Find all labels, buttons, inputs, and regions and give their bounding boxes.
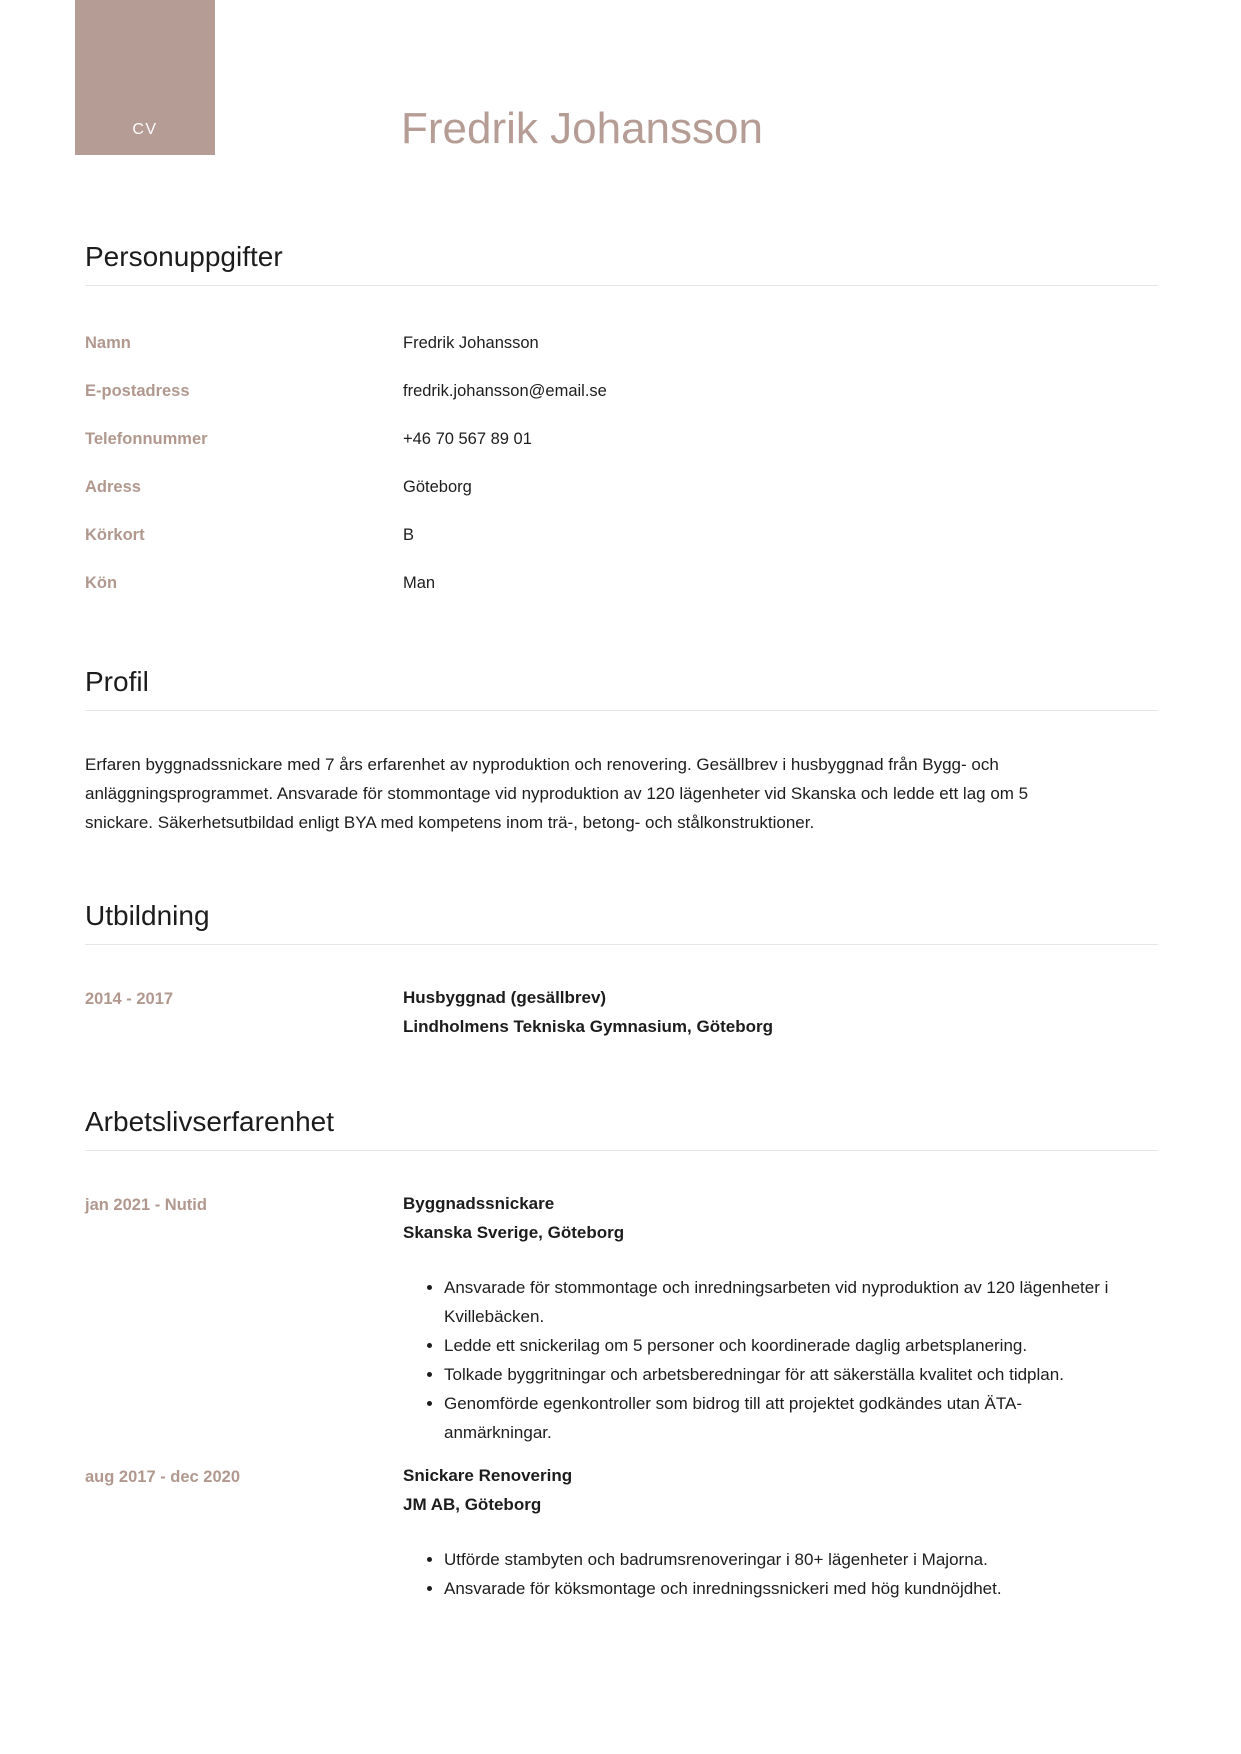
experience-entry-1: [85, 1189, 1158, 1447]
section-divider: [85, 1150, 1158, 1151]
field-value: Göteborg: [403, 478, 472, 496]
personal-rows: [85, 332, 1158, 594]
cv-badge: [75, 0, 215, 155]
field-label: E-postadress: [85, 382, 190, 400]
education-entry: [85, 983, 1158, 1041]
field-label: Adress: [85, 478, 141, 496]
personal-row-gender: [85, 572, 1158, 594]
experience-bullet: • Tolkade byggritningar och arbetsberedningar för att säkerställa kvalitet och tidplan.: [444, 1360, 1123, 1389]
section-title-education: Utbildning: [85, 900, 210, 931]
experience-details: [403, 1189, 1123, 1447]
section-profile: [85, 665, 1158, 837]
education-school: Lindholmens Tekniska Gymnasium, Göteborg: [403, 1017, 773, 1036]
experience-details: [403, 1461, 1002, 1603]
field-value: +46 70 567 89 01: [403, 430, 532, 448]
experience-bullet: • Ansvarade för stommontage och inredningsarbeten vid nyproduktion av 120 lägenheter i Kvillebäcken.: [444, 1273, 1123, 1331]
experience-period: aug 2017 - dec 2020: [85, 1468, 241, 1486]
personal-row-phone: [85, 428, 1158, 450]
field-value: fredrik.johansson@email.se: [403, 382, 607, 400]
experience-role: Byggnadssnickare: [403, 1194, 555, 1213]
experience-company: JM AB, Göteborg: [403, 1495, 542, 1514]
field-value: Fredrik Johansson: [403, 334, 539, 352]
field-label: Körkort: [85, 526, 145, 544]
field-label: Namn: [85, 334, 131, 352]
field-value: Man: [403, 574, 436, 592]
field-value: B: [403, 526, 415, 544]
section-divider: [85, 944, 1158, 945]
experience-bullet: • Utförde stambyten och badrumsrenoveringar i 80+ lägenheter i Majorna.: [444, 1545, 1002, 1574]
experience-bullet: • Genomförde egenkontroller som bidrog till att projektet godkändes utan ÄTA-anmärkningar.: [444, 1389, 1123, 1447]
section-experience: [85, 1105, 1158, 1603]
section-personal: [85, 240, 1158, 594]
section-divider: [85, 710, 1158, 711]
experience-bullet-list: [403, 1545, 1002, 1603]
experience-bullet: • Ansvarade för köksmontage och inredningssnickeri med hög kundnöjdhet.: [444, 1574, 1002, 1603]
personal-row-name: [85, 332, 1158, 354]
section-title-experience: Arbetslivserfarenhet: [85, 1106, 335, 1137]
experience-company: Skanska Sverige, Göteborg: [403, 1223, 625, 1242]
section-title-personal: Personuppgifter: [85, 241, 283, 272]
section-divider: [85, 285, 1158, 286]
experience-role: Snickare Renovering: [403, 1466, 573, 1485]
profile-summary: Erfaren byggnadssnickare med 7 års erfarenhet av nyproduktion och renovering. Gesällbrev i husbyggnad från Bygg- och anläggningsprogrammet. Ansvarade för stommontage vid nyproduktion av 120 lägenheter vid Skanska och ledde ett lag om 5 snickare. Säkerhetsutbildad enligt BYA med kompetens inom trä-, betong- och stålkonstruktioner.: [85, 755, 1029, 832]
section-title-profile: Profil: [85, 666, 149, 697]
cv-badge-label: CV: [132, 121, 158, 138]
education-details: [403, 983, 773, 1041]
education-period: 2014 - 2017: [85, 990, 174, 1008]
section-education: [85, 899, 1158, 1041]
field-label: Telefonnummer: [85, 430, 208, 448]
personal-row-license: [85, 524, 1158, 546]
cv-header: [0, 0, 1241, 155]
education-degree: Husbyggnad (gesällbrev): [403, 988, 607, 1007]
personal-row-email: [85, 380, 1158, 402]
field-label: Kön: [85, 574, 118, 592]
personal-row-address: [85, 476, 1158, 498]
experience-bullet: • Ledde ett snickerilag om 5 personer och koordinerade daglig arbetsplanering.: [444, 1331, 1123, 1360]
experience-period: jan 2021 - Nutid: [85, 1196, 207, 1214]
candidate-name: Fredrik Johansson: [401, 104, 763, 153]
experience-entry-2: [85, 1461, 1158, 1603]
experience-bullet-list: [403, 1273, 1123, 1447]
cv-content: [0, 240, 1241, 1603]
